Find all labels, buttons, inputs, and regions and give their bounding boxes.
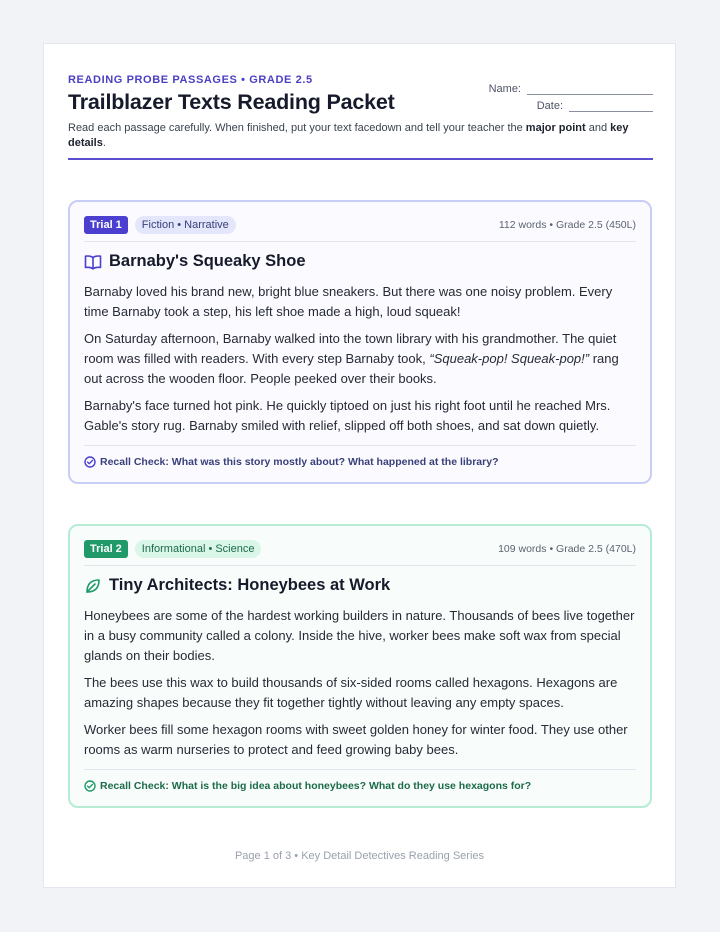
passage-body: [84, 606, 636, 767]
trial-badge: Trial 2: [84, 540, 128, 558]
instructions-key-details: key details: [68, 122, 629, 149]
paragraph-text: rang out across the wooden floor. People peeked over their books.: [84, 351, 619, 386]
check-circle-icon: [84, 456, 96, 468]
leaf-icon: [84, 577, 102, 595]
card-divider: [84, 241, 636, 242]
paragraph: Worker bees fill some hexagon rooms with sweet golden honey for winter food. They use other rooms as warm nurseries to protect and feed growing baby bees.: [84, 722, 628, 757]
paragraph-text: On Saturday afternoon, Barnaby walked into the town library with his grandmother. The quiet room was filled with readers. With every step Barnaby took,: [84, 331, 617, 366]
instructions-text: Read each passage carefully. When finished, put your text facedown and tell your teacher the: [68, 122, 526, 134]
trial-badge: Trial 1: [84, 216, 128, 234]
paragraph: The bees use this wax to build thousands of six-sided rooms called hexagons. Hexagons are amazing shapes because they fit together tightly without leaving any empty spaces.: [84, 675, 618, 710]
packet-instructions: [68, 121, 653, 151]
card-divider: [84, 565, 636, 566]
student-fields: [489, 78, 653, 112]
passage-body: [84, 282, 636, 443]
passage-2-meta-row: [84, 538, 636, 560]
paragraph: [84, 329, 636, 389]
check-circle-icon: [84, 780, 96, 792]
date-field[interactable]: [489, 95, 653, 112]
passage-title: [84, 576, 390, 595]
book-icon: [84, 254, 102, 270]
instructions-major-point: major point: [525, 122, 586, 134]
name-label: Name:: [488, 83, 521, 95]
passage-card-2: [68, 524, 652, 808]
name-blank[interactable]: [527, 93, 653, 95]
passage-1-meta-row: [84, 214, 636, 236]
recall-check-text: Recall Check: What is the big idea about honeybees? What do they use hexagons for?: [100, 780, 532, 792]
passage-title-text: Barnaby's Squeaky Shoe: [109, 252, 306, 270]
instructions-and: and: [585, 122, 611, 134]
recall-check-text: Recall Check: What was this story mostly about? What happened at the library?: [100, 456, 499, 468]
passage-card-1: [68, 200, 652, 484]
instructions-end: .: [102, 137, 106, 149]
paragraph: Honeybees are some of the hardest working builders in nature. Thousands of bees live together in a busy community called a colony. Inside the hive, worker bees make soft wax from special glands on their bodies.: [84, 608, 635, 663]
genre-tag: Informational • Science: [135, 540, 262, 558]
recall-check: [84, 780, 531, 792]
passage-title-text: Tiny Architects: Honeybees at Work: [109, 576, 391, 594]
word-count-level: 109 words • Grade 2.5 (470L): [498, 543, 636, 555]
packet-kicker: READING PROBE PASSAGES • GRADE 2.5: [68, 74, 313, 86]
paragraph: Barnaby loved his brand new, bright blue sneakers. But there was one noisy problem. Every time Barnaby took a step, his left shoe made a high, loud squeak!: [84, 284, 613, 319]
recall-check: [84, 456, 499, 468]
recall-divider: [84, 769, 636, 770]
packet-title: Trailblazer Texts Reading Packet: [68, 90, 395, 114]
date-blank[interactable]: [569, 110, 653, 112]
passage-title: [84, 252, 306, 271]
header-divider: [68, 158, 653, 160]
genre-tag: Fiction • Narrative: [135, 216, 236, 234]
worksheet-page: [43, 43, 676, 888]
packet-header: [68, 74, 653, 151]
name-field[interactable]: [489, 78, 653, 95]
paragraph: Barnaby's face turned hot pink. He quickly tiptoed on just his right foot until he reached Mrs. Gable's story rug. Barnaby smiled with relief, slipped off both shoes, and sat down quietly.: [84, 398, 611, 433]
date-label: Date:: [536, 100, 563, 112]
sound-effect-text: “Squeak-pop! Squeak-pop!”: [429, 351, 590, 366]
page-footer: Page 1 of 3 • Key Detail Detectives Reading Series: [234, 850, 485, 862]
recall-divider: [84, 445, 636, 446]
word-count-level: 112 words • Grade 2.5 (450L): [498, 219, 636, 231]
